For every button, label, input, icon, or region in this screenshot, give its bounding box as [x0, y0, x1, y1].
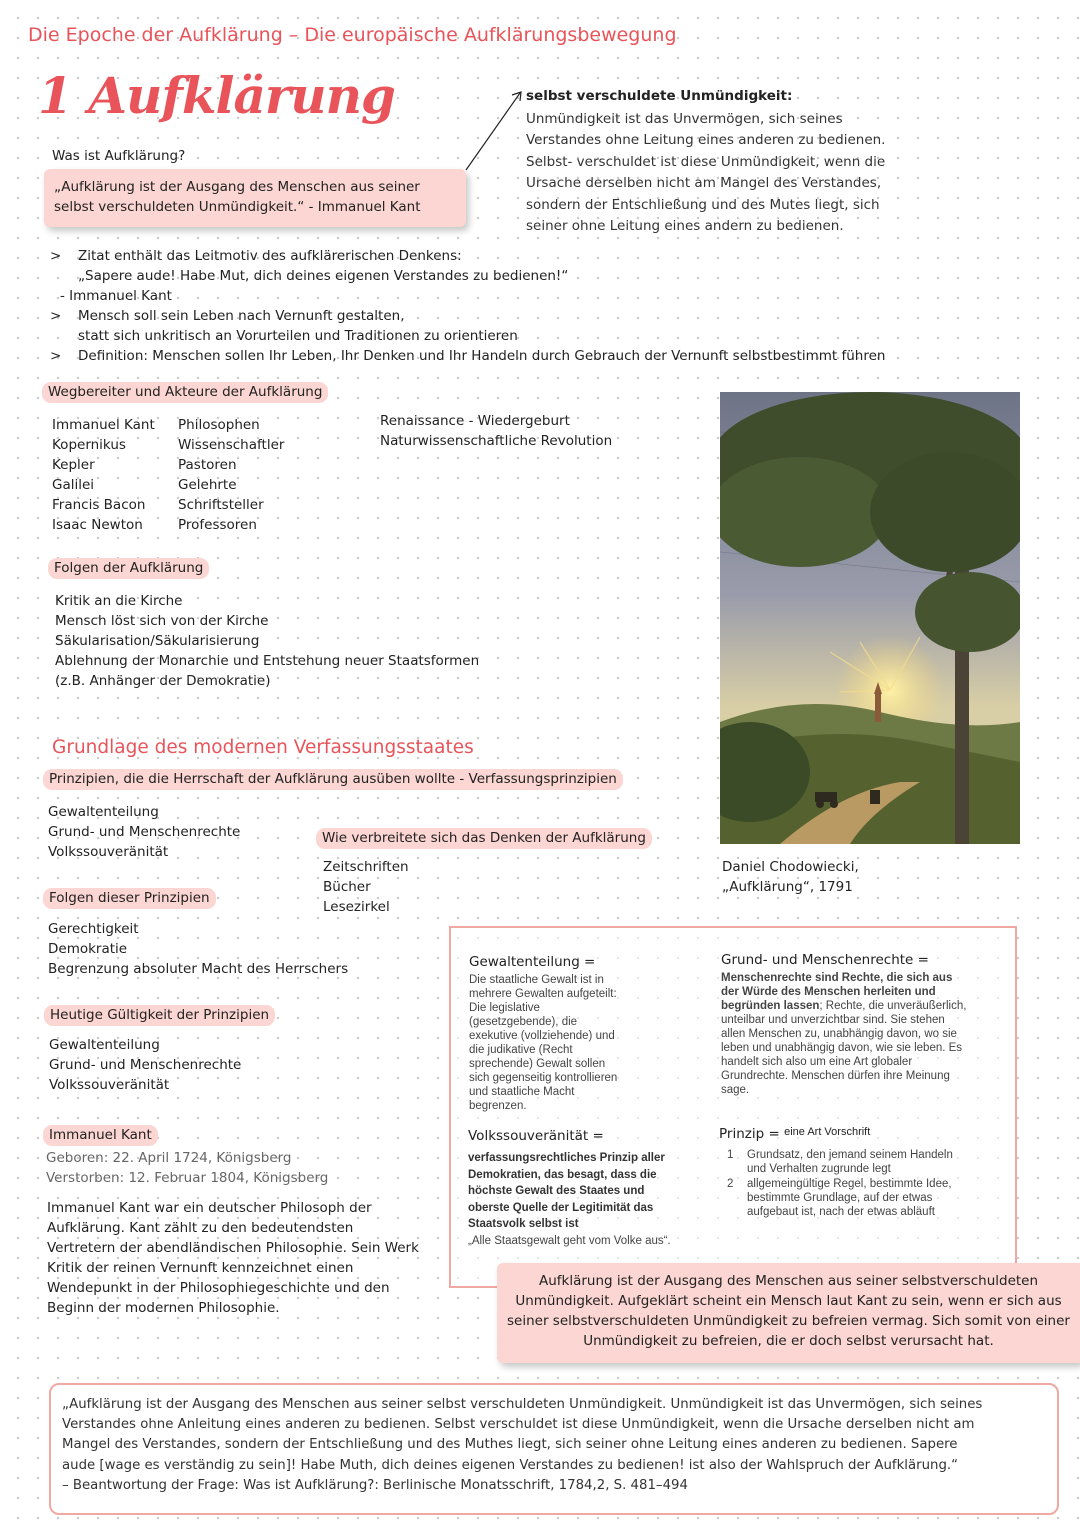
list-item: Kopernikus — [52, 437, 126, 453]
grund-line: ; Rechte, die unveräußerlich, — [819, 1000, 967, 1012]
list-item: Professoren — [178, 517, 257, 533]
grundrechte-title: Grund- und Menschenrechte = — [721, 952, 929, 968]
summary-line: Unmündigkeit zu befreien, die er doch selbst verursacht hat. — [583, 1333, 994, 1349]
quote-line: – Beantwortung der Frage: Was ist Aufklärung?: Berlinische Monatsschrift, 1784,2, S. 481–494 — [62, 1477, 688, 1493]
list-item: Kritik an die Kirche — [55, 593, 183, 609]
roles-list — [178, 415, 284, 535]
quote-line: Verstandes ohne Anleitung eines anderen zu bedienen. Selbst verschuldet ist diese Unmündigkeit, wenn die Ursache derselben nicht am — [62, 1417, 975, 1433]
grund-line: leben und unabhängig davon, wie sie leben. Es — [721, 1042, 963, 1054]
prinzip-line: Grundsatz, den jemand seinem Handeln — [747, 1149, 953, 1161]
gewalt-line: Die legislative — [469, 1002, 540, 1014]
caption-line: Daniel Chodowiecki, — [722, 859, 859, 875]
volk-quote: „Alle Staatsgewalt geht vom Volke aus“. — [468, 1235, 671, 1247]
prinzip-number: 2 — [727, 1178, 734, 1190]
question: Was ist Aufklärung? — [52, 148, 186, 164]
prinzip-line: aufgebaut ist, nach der etwas abläuft — [747, 1206, 935, 1218]
list-item: Gerechtigkeit — [48, 921, 139, 937]
bio-line: Aufklärung. Kant zählt zu den bedeutendsten — [47, 1220, 354, 1236]
definition-line: seiner ohne Leitung eines andern zu bedienen. — [526, 218, 844, 235]
list-item: Volkssouveränität — [49, 1077, 170, 1093]
grund-bold-line: Menschenrechte sind Rechte, die sich aus — [721, 972, 953, 984]
volk-line: Staatsvolk selbst ist — [468, 1218, 579, 1230]
definition-line: Unmündigkeit ist das Unvermögen, sich seines — [526, 111, 843, 127]
list-item: Pastoren — [178, 457, 237, 473]
grund-line: unteilbar und unverzichtbar sind. Sie stehen — [721, 1014, 945, 1026]
volk-line: verfassungsrechtliches Prinzip aller — [468, 1152, 665, 1164]
definition-title: selbst verschuldete Unmündigkeit: — [526, 88, 793, 104]
quote-line: „Aufklärung ist der Ausgang des Menschen aus seiner selbst verschuldeten Unmündigkeit. Unmündigkeit ist das Unvermögen, sich seines — [62, 1397, 983, 1412]
list-item: Säkularisation/Säkularisierung — [55, 633, 260, 649]
bullet-text: „Sapere aude! Habe Mut, dich deines eigenen Verstandes zu bedienen!“ — [78, 268, 569, 284]
folgen-prinzipien-list — [48, 919, 348, 979]
list-item: Renaissance - Wiedergeburt — [380, 413, 570, 429]
list-item: Grund- und Menschenrechte — [49, 1057, 242, 1073]
kant-quote-box — [44, 169, 466, 227]
bullet-text: Mensch soll sein Leben nach Vernunft gestalten, — [78, 308, 405, 324]
list-item: Kepler — [52, 457, 95, 473]
definitions-box — [449, 926, 1017, 1288]
summary-line: seiner selbstverschuldeten Unmündigkeit zu befreien vermag. Sich somit von einer — [507, 1313, 1070, 1329]
prinzip-line: und Verhalten zugrunde legt — [747, 1163, 891, 1175]
main-title: 1 Aufklärung — [38, 66, 395, 125]
painting-caption — [722, 857, 859, 897]
list-item: Volkssouveränität — [48, 844, 169, 860]
list-item: Schriftsteller — [178, 497, 264, 513]
volkssouveraenitaet-title: Volkssouveränität = — [468, 1128, 604, 1144]
quote-line: Mangel des Verstandes, sondern der Entschließung und des Muthes liegt, sich seiner ohne Leitung eines anderen zu bedienen. Sapere — [62, 1437, 958, 1453]
list-item: Bücher — [323, 879, 371, 895]
list-item: Grund- und Menschenrechte — [48, 824, 241, 840]
bio-line: Vertretern der abendländischen Philosophie. Sein Werk — [47, 1240, 419, 1256]
gewaltenteilung-title: Gewaltenteilung = — [469, 954, 596, 970]
list-item: Wissenschaftler — [178, 437, 285, 453]
list-item: Demokratie — [48, 941, 128, 957]
prinzip-line: bestimmte Grundlage, auf der etwas — [747, 1192, 933, 1204]
list-item: Gelehrte — [178, 477, 237, 493]
context-list — [380, 411, 612, 451]
list-item: Mensch löst sich von der Kirche — [55, 613, 269, 629]
prinzip-number: 1 — [727, 1149, 734, 1161]
caption-line: „Aufklärung“, 1791 — [722, 879, 853, 895]
gewalt-line: sprechende) Gewalt sollen — [469, 1058, 606, 1070]
bio-line: Kritik der reinen Vernunft kennzeichnet einen — [47, 1260, 354, 1276]
gewalt-line: begrenzen. — [469, 1100, 527, 1112]
summary-box — [497, 1263, 1080, 1363]
list-item: Francis Bacon — [52, 497, 146, 513]
principles-heading: Prinzipien, die die Herrschaft der Aufklärung ausüben wollte - Verfassungsprinzipien — [43, 769, 623, 790]
kant-born: Geboren: 22. April 1724, Königsberg — [46, 1150, 292, 1166]
summary-line: Aufklärung ist der Ausgang des Menschen aus seiner selbstverschuldeten — [538, 1273, 1039, 1289]
definition-line: Selbst- verschuldet ist diese Unmündigkeit, wenn die — [526, 153, 886, 170]
list-item: Galilei — [52, 477, 95, 493]
bio-line: Wendepunkt in der Philosophiegeschichte und den — [47, 1280, 390, 1296]
wegbereiter-heading: Wegbereiter und Akteure der Aufklärung — [42, 382, 328, 403]
grund-bold-line: begründen lassen — [721, 1000, 820, 1012]
definition-line: Ursache derselben nicht am Mangel des Verstandes, — [526, 175, 882, 192]
gewalt-line: die judikative (Recht — [469, 1044, 573, 1056]
grund-bold-line: der Würde des Menschen herleiten und — [721, 986, 936, 998]
list-item: Immanuel Kant — [52, 417, 155, 433]
gewalt-line: exekutive (vollziehende) und — [469, 1030, 615, 1042]
bullet-list — [50, 246, 1050, 366]
definition-block — [526, 86, 906, 237]
list-item: Isaac Newton — [52, 517, 143, 533]
list-item: (z.B. Anhänger der Demokratie) — [55, 673, 271, 689]
prinzip-sub: eine Art Vorschrift — [784, 1126, 871, 1138]
gewalt-line: (gesetzgebende), die — [469, 1016, 578, 1028]
bio-line: Immanuel Kant war ein deutscher Philosoph der — [47, 1200, 372, 1216]
folgen-list — [55, 591, 479, 691]
grund-line: sage. — [721, 1084, 750, 1096]
folgen-heading: Folgen der Aufklärung — [48, 558, 209, 579]
arrow-icon — [460, 85, 530, 175]
gewalt-line: mehrere Gewalten aufgeteilt: — [469, 988, 617, 1000]
grund-line: handelt sich also um eine Art globaler — [721, 1056, 913, 1068]
volk-line: Demokratien, das besagt, dass die — [468, 1168, 657, 1181]
kant-died: Verstorben: 12. Februar 1804, Königsberg — [46, 1170, 329, 1186]
list-item: Naturwissenschaftliche Revolution — [380, 433, 613, 449]
verbreitung-heading: Wie verbreitete sich das Denken der Aufklärung — [316, 828, 652, 849]
list-item: Gewaltenteilung — [49, 1037, 160, 1053]
kant-quote-line: selbst verschuldeten Unmündigkeit.“ - Immanuel Kant — [54, 199, 421, 215]
epoch-title: Die Epoche der Aufklärung – Die europäische Aufklärungsbewegung — [28, 24, 677, 46]
quote-line: aude [wage es verständig zu sein]! Habe Muth, dich deines eigenen Verstandes zu bedienen! ist also der Wahlspruch der Aufklärung.“ — [62, 1457, 958, 1473]
prinzip-line: allgemeingültige Regel, bestimmte Idee, — [747, 1178, 952, 1190]
painting-image — [720, 392, 1020, 844]
list-item: Gewaltenteilung — [48, 804, 159, 820]
folgen-prinzipien-heading: Folgen dieser Prinzipien — [43, 888, 216, 909]
bullet-text: - Immanuel Kant — [60, 288, 172, 304]
kant-bio-text — [47, 1198, 419, 1318]
principles-list — [48, 802, 240, 862]
list-item: Zeitschriften — [323, 859, 409, 875]
gewalt-line: sich gegenseitig kontrollieren — [469, 1072, 618, 1084]
definition-line: sondern der Entschließung und des Mutes liegt, sich — [526, 196, 880, 213]
kant-heading: Immanuel Kant — [43, 1125, 158, 1146]
bullet-marker: > — [50, 308, 62, 324]
list-item: Lesezirkel — [323, 899, 390, 915]
grund-line: allen Menschen zu, unabhängig davon, wo sie — [721, 1028, 957, 1040]
people-list — [52, 415, 155, 535]
bullet-text: statt sich unkritisch an Vorurteilen und Traditionen zu orientieren — [78, 328, 518, 344]
bullet-marker: > — [50, 348, 62, 364]
final-quote-box — [49, 1383, 1059, 1515]
list-item: Philosophen — [178, 417, 260, 433]
bullet-marker: > — [50, 248, 62, 264]
bio-line: Beginn der modernen Philosophie. — [47, 1300, 280, 1316]
gewalt-line: Die staatliche Gewalt ist in — [469, 974, 604, 986]
bullet-text: Definition: Menschen sollen Ihr Leben, Ihr Denken und Ihr Handeln durch Gebrauch der Vernunft selbstbestimmt führen — [78, 348, 886, 364]
kant-quote-line: „Aufklärung ist der Ausgang des Menschen aus seiner — [54, 179, 420, 195]
heute-list — [49, 1035, 241, 1095]
grund-line: Grundrechte. Menschen dürfen ihre Meinung — [721, 1070, 950, 1082]
prinzip-title: Prinzip = — [719, 1126, 780, 1142]
definition-line: Verstandes ohne Leitung eines anderen zu bedienen. — [526, 132, 886, 149]
volk-line: oberste Quelle der Legitimität das — [468, 1201, 654, 1214]
volk-line: höchste Gewalt des Staates und — [468, 1185, 645, 1197]
gewalt-line: und staatliche Macht — [469, 1086, 575, 1098]
summary-line: Unmündigkeit. Aufgeklärt scheint ein Mensch laut Kant zu sein, wenn er sich aus — [515, 1293, 1062, 1309]
list-item: Begrenzung absoluter Macht des Herrschers — [48, 961, 349, 977]
section-title: Grundlage des modernen Verfassungsstaates — [52, 737, 474, 758]
heute-heading: Heutige Gültigkeit der Prinzipien — [44, 1005, 275, 1026]
list-item: Ablehnung der Monarchie und Entstehung neuer Staatsformen — [55, 653, 480, 669]
verbreitung-list — [323, 857, 409, 917]
bullet-text: Zitat enthält das Leitmotiv des aufklärerischen Denkens: — [78, 248, 462, 264]
